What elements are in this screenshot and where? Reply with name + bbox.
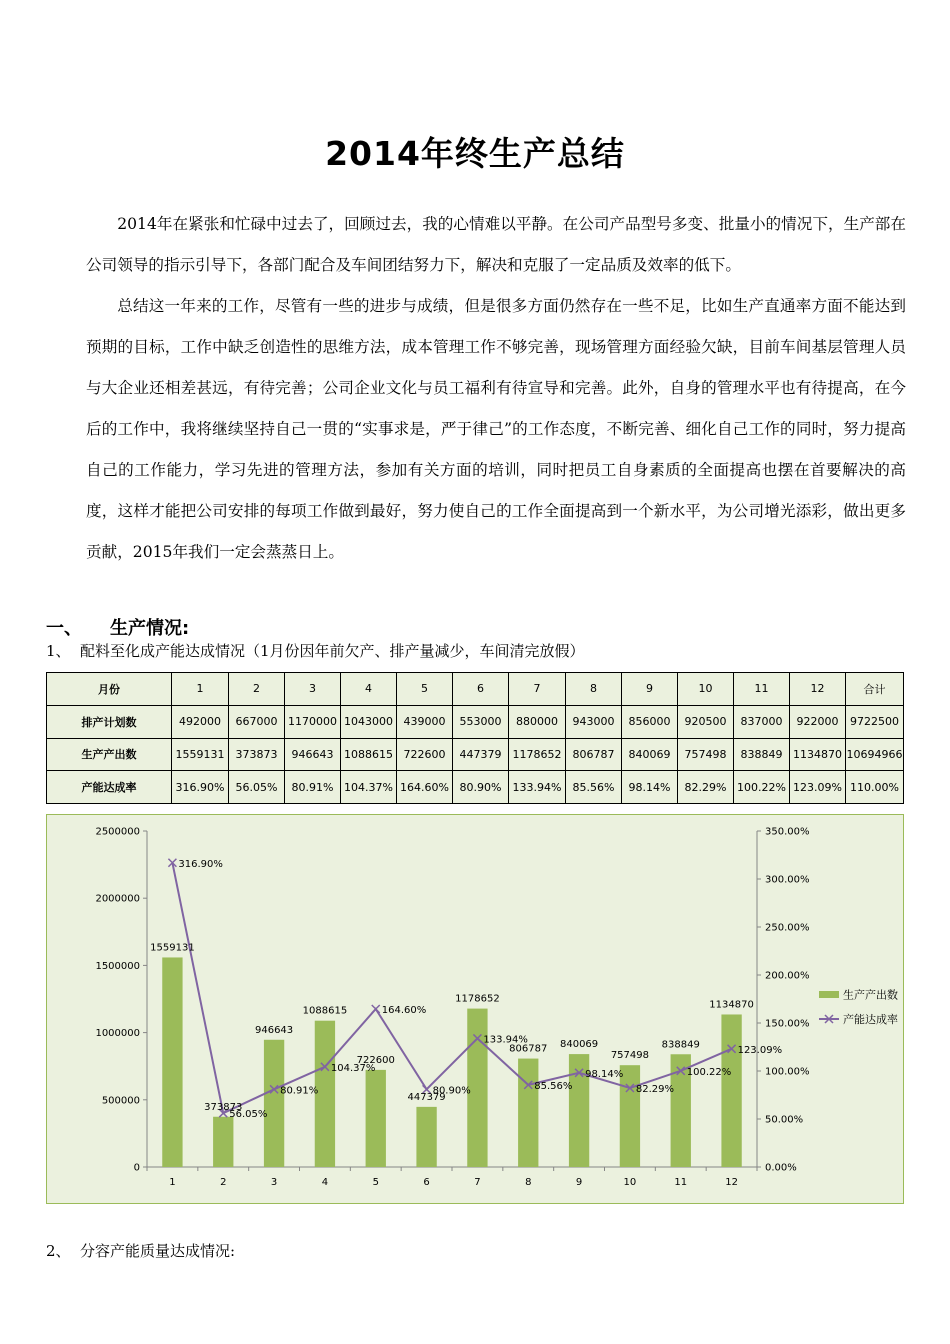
row-label: 产能达成率 <box>47 771 172 804</box>
rate-data-label: 85.56% <box>534 1080 573 1092</box>
x-tick-label: 12 <box>725 1177 738 1188</box>
table-cell: 82.29% <box>678 771 734 804</box>
rate-line <box>172 863 731 1113</box>
x-tick-label: 6 <box>423 1177 430 1188</box>
bar-data-label: 806787 <box>509 1043 548 1055</box>
chart-svg <box>51 819 899 1199</box>
table-cell: 56.05% <box>229 771 285 804</box>
rate-data-label: 164.60% <box>381 1004 427 1016</box>
table-row-plan <box>47 705 904 738</box>
bar-data-label: 946643 <box>254 1024 294 1036</box>
rate-data-label: 80.90% <box>432 1085 471 1097</box>
header-cell: 10 <box>678 673 734 706</box>
subsection-1-text: 配料至化成产能达成情况（1月份因年前欠产、排产量减少，车间清完放假） <box>80 642 585 660</box>
rate-data-label: 133.94% <box>483 1034 528 1046</box>
table-header-row <box>47 673 904 706</box>
bar-data-label: 840069 <box>559 1039 599 1051</box>
table-cell: 840069 <box>622 738 678 771</box>
header-cell: 11 <box>734 673 790 706</box>
legend-bar-swatch <box>819 991 839 998</box>
production-chart <box>46 814 904 1204</box>
x-tick-label: 7 <box>474 1177 481 1188</box>
header-cell: 6 <box>453 673 509 706</box>
rate-data-label: 98.14% <box>585 1068 624 1080</box>
header-cell: 8 <box>566 673 622 706</box>
y-tick-label: 1500000 <box>95 960 140 972</box>
header-cell: 12 <box>790 673 846 706</box>
header-cell: 4 <box>341 673 397 706</box>
bar <box>213 1117 233 1167</box>
table-cell: 80.91% <box>285 771 341 804</box>
bar-data-label: 1559131 <box>150 942 195 954</box>
bar <box>264 1040 284 1167</box>
x-tick-label: 1 <box>169 1177 176 1188</box>
table-cell: 492000 <box>172 705 229 738</box>
y-tick-label: 1000000 <box>95 1028 140 1040</box>
table-cell: 856000 <box>622 705 678 738</box>
header-cell: 3 <box>285 673 341 706</box>
table-cell: 922000 <box>790 705 846 738</box>
bar <box>416 1107 436 1167</box>
y2-tick-label: 100.00% <box>765 1066 810 1078</box>
y-tick-label: 2000000 <box>95 893 140 905</box>
y2-tick-label: 0.00% <box>765 1162 797 1174</box>
bar <box>721 1014 741 1167</box>
table-cell: 100.22% <box>734 771 790 804</box>
rate-data-label: 80.91% <box>280 1085 319 1097</box>
table-cell: 722600 <box>397 738 453 771</box>
y2-tick-label: 300.00% <box>765 874 810 886</box>
bar-data-label: 447379 <box>407 1091 446 1103</box>
y2-tick-label: 150.00% <box>765 1018 810 1030</box>
header-cell: 9 <box>622 673 678 706</box>
production-table <box>46 672 904 804</box>
bar-data-label: 757498 <box>610 1050 650 1062</box>
table-cell: 439000 <box>397 705 453 738</box>
rate-data-label: 316.90% <box>178 858 223 870</box>
section-title: 生产情况: <box>110 618 190 639</box>
table-cell: 123.09% <box>790 771 846 804</box>
x-tick-label: 2 <box>220 1177 227 1188</box>
subsection-2-text: 分容产能质量达成情况: <box>80 1242 236 1260</box>
table-cell: 1170000 <box>285 705 341 738</box>
header-cell: 5 <box>397 673 453 706</box>
rate-data-label: 100.22% <box>686 1066 732 1078</box>
table-cell: 1178652 <box>509 738 566 771</box>
bar-data-label: 1088615 <box>302 1005 348 1017</box>
table-cell: 110.00% <box>846 771 904 804</box>
bar <box>620 1065 640 1167</box>
table-cell: 10694966 <box>846 738 904 771</box>
table-cell: 943000 <box>566 705 622 738</box>
row-label: 生产产出数 <box>47 738 172 771</box>
table-row-output <box>47 738 904 771</box>
bar-data-label: 1178652 <box>455 993 500 1005</box>
table-cell: 553000 <box>453 705 509 738</box>
rate-data-label: 123.09% <box>737 1044 783 1056</box>
table-cell: 806787 <box>566 738 622 771</box>
rate-data-label: 104.37% <box>330 1062 376 1074</box>
bar-data-label: 373873 <box>204 1101 243 1113</box>
paragraph-1: 2014年在紧张和忙碌中过去了，回顾过去，我的心情难以平静。在公司产品型号多变、批量小的情况下，生产部在公司领导的指示引导下，各部门配合及车间团结努力下，解决和克服了一定品质及效率的低下。 <box>86 215 906 274</box>
table-cell: 757498 <box>678 738 734 771</box>
bar <box>366 1070 386 1167</box>
header-cell: 1 <box>172 673 229 706</box>
table-row-rate <box>47 771 904 804</box>
header-cell-total: 合计 <box>846 673 904 706</box>
table-cell: 98.14% <box>622 771 678 804</box>
table-cell: 316.90% <box>172 771 229 804</box>
subsection-2 <box>46 1240 235 1261</box>
table-cell: 9722500 <box>846 705 904 738</box>
table-cell: 133.94% <box>509 771 566 804</box>
legend-bar-label: 生产产出数 <box>843 988 898 1002</box>
header-cell: 7 <box>509 673 566 706</box>
table-cell: 667000 <box>229 705 285 738</box>
row-label: 排产计划数 <box>47 705 172 738</box>
table-cell: 920500 <box>678 705 734 738</box>
table-cell: 447379 <box>453 738 509 771</box>
x-tick-label: 11 <box>674 1177 688 1188</box>
table-cell: 373873 <box>229 738 285 771</box>
table-cell: 880000 <box>509 705 566 738</box>
table-cell: 104.37% <box>341 771 397 804</box>
rate-data-label: 82.29% <box>635 1084 675 1096</box>
y-tick-label: 2500000 <box>95 826 140 838</box>
table-cell: 1134870 <box>790 738 846 771</box>
x-tick-label: 9 <box>575 1177 583 1188</box>
x-tick-label: 5 <box>372 1177 379 1188</box>
table-cell: 1559131 <box>172 738 229 771</box>
section-number: 一、 <box>46 618 82 639</box>
header-cell: 2 <box>229 673 285 706</box>
intro-text <box>86 204 906 573</box>
x-tick-label: 4 <box>321 1177 329 1188</box>
table-cell: 838849 <box>734 738 790 771</box>
y2-tick-label: 250.00% <box>765 922 810 934</box>
table-cell: 80.90% <box>453 771 509 804</box>
bar-data-label: 722600 <box>356 1054 395 1066</box>
table-cell: 1088615 <box>341 738 397 771</box>
header-month-label: 月份 <box>47 673 172 706</box>
y-tick-label: 500000 <box>101 1095 140 1107</box>
y2-tick-label: 50.00% <box>765 1114 804 1126</box>
table-cell: 1043000 <box>341 705 397 738</box>
subsection-1 <box>46 640 585 661</box>
table-cell: 164.60% <box>397 771 453 804</box>
table-cell: 85.56% <box>566 771 622 804</box>
bar-data-label: 838849 <box>661 1039 700 1051</box>
subsection-1-number: 1、 <box>46 642 71 660</box>
x-tick-label: 3 <box>270 1177 278 1188</box>
y2-tick-label: 350.00% <box>765 826 810 838</box>
y2-tick-label: 200.00% <box>765 970 810 982</box>
page-title: 2014年终生产总结 <box>325 134 625 173</box>
section-heading <box>46 614 189 640</box>
bar-data-label: 1134870 <box>709 999 754 1011</box>
rate-data-label: 56.05% <box>229 1109 268 1121</box>
x-tick-label: 8 <box>525 1177 532 1188</box>
bar <box>162 957 182 1167</box>
subsection-2-number: 2、 <box>46 1242 71 1260</box>
bar <box>518 1059 538 1167</box>
table-cell: 837000 <box>734 705 790 738</box>
table-cell: 946643 <box>285 738 341 771</box>
legend-line-label: 产能达成率 <box>843 1013 898 1026</box>
rate-marker <box>372 1005 380 1013</box>
x-tick-label: 10 <box>623 1177 637 1188</box>
paragraph-2: 总结这一年来的工作，尽管有一些的进步与成绩，但是很多方面仍然存在一些不足，比如生产直通率方面不能达到预期的目标，工作中缺乏创造性的思维方法，成本管理工作不够完善，现场管理方面经验欠缺，目前车间基层管理人员与大企业还相差甚远，有待完善；公司企业文化与员工福利有待宣导和完善。此外，自身的管理水平也有待提高，在今后的工作中，我将继续坚持自己一贯的“实事求是，严于律己”的工作态度，不断完善、细化自己工作的同时，努力提高自己的工作能力，学习先进的管理方法，参加有关方面的培训，同时把员工自身素质的全面提高也摆在首要解决的高度，这样才能把公司安排的每项工作做到最好，努力使自己的工作全面提高到一个新水平，为公司增光添彩，做出更多贡献，2015年我们一定会蒸蒸日上。 <box>86 297 906 561</box>
y-tick-label: 0 <box>133 1162 140 1174</box>
